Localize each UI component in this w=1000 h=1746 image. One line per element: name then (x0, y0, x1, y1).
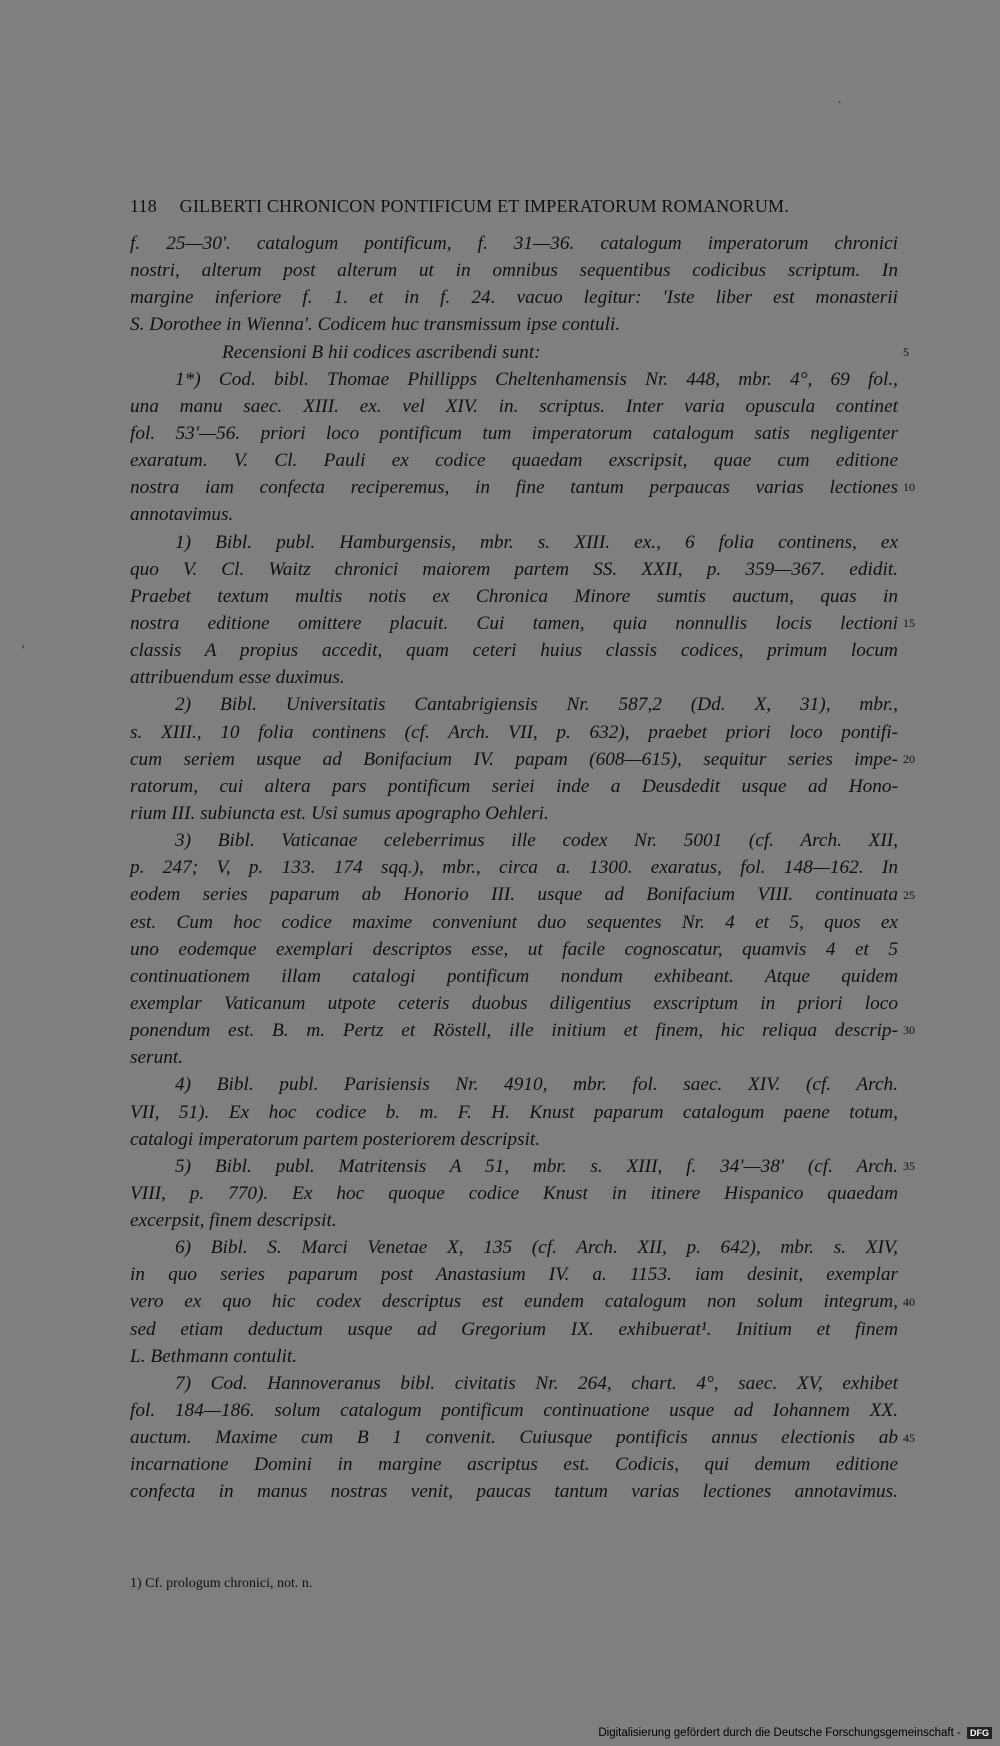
text-line: 1) Bibl. publ. Hamburgensis, mbr. s. XIII. ex., 6 folia continens, ex (175, 531, 898, 553)
line-number: 20 (903, 751, 915, 766)
page-number: 118 (130, 196, 157, 216)
text-line: vero ex quo hic codex descriptus est eundem catalogum non solum integrum, (130, 1291, 898, 1313)
text-line: uno eodemque exemplari descriptos esse, ut facile cognoscatur, quamvis 4 et 5 (130, 938, 898, 960)
line-number: 15 (903, 616, 915, 631)
text-line: est. Cum hoc codice maxime conveniunt duo sequentes Nr. 4 et 5, quos ex (130, 911, 898, 933)
credit-text: Digitalisierung gefördert durch die Deutsche Forschungsgemeinschaft - (598, 1727, 961, 1740)
text-line: excerpsit, finem descripsit. (130, 1210, 337, 1232)
line-number: 30 (903, 1023, 915, 1038)
text-line: 2) Bibl. Universitatis Cantabrigiensis Nr. 587,2 (Dd. X, 31), mbr., (175, 694, 898, 716)
text-line: una manu saec. XIII. ex. vel XIV. in. scriptus. Inter varia opuscula continet (130, 395, 898, 417)
text-line: exaratum. V. Cl. Pauli ex codice quaedam exscripsit, quae cum editione (130, 450, 898, 472)
body-text (130, 230, 898, 1506)
text-line: L. Bethmann contulit. (130, 1345, 298, 1367)
text-line: S. Dorothee in Wienna'. Codicem huc transmissum ipse contuli. (130, 314, 621, 336)
text-line: in quo series paparum post Anastasium IV. a. 1153. iam desinit, exemplar (130, 1264, 898, 1286)
text-line: fol. 184—186. solum catalogum pontificum continuatione usque ad Iohannem XX. (130, 1400, 898, 1422)
text-line: 7) Cod. Hannoveranus bibl. civitatis Nr. 264, chart. 4°, saec. XV, exhibet (175, 1372, 898, 1394)
text-line: nostra iam confecta reciperemus, in fine tantum perpaucas varias lectiones (130, 477, 898, 499)
text-line: p. 247; V, p. 133. 174 sqq.), mbr., circa a. 1300. exaratus, fol. 148—162. In (130, 857, 898, 879)
text-line: f. 25—30'. catalogum pontificum, f. 31—36. catalogum imperatorum chronici (130, 233, 898, 254)
text-line: confecta in manus nostras venit, paucas tantum varias lectiones annotavimus. (130, 1481, 898, 1503)
text-line: nostri, alterum post alterum ut in omnibus sequentibus codicibus scriptum. In (130, 260, 898, 282)
text-line: VII, 51). Ex hoc codice b. m. F. H. Knust paparum catalogum paene totum, (130, 1101, 898, 1123)
line-number: 10 (903, 480, 915, 495)
text-line: Recensioni B hii codices ascribendi sunt: (222, 341, 541, 363)
text-line: incarnatione Domini in margine ascriptus est. Codicis, qui demum editione (130, 1454, 898, 1476)
text-line: classis A propius accedit, quam ceteri huius classis codices, primum locum (130, 640, 898, 662)
line-number: 35 (903, 1159, 915, 1174)
running-header (130, 196, 890, 217)
text-line: VIII, p. 770). Ex hoc quoque codice Knust in itinere Hispanico quaedam (130, 1182, 898, 1204)
text-line: ratorum, cui altera pars pontificum seriei inde a Deusdedit usque ad Hono- (130, 775, 898, 797)
digitization-credit (598, 1727, 992, 1739)
line-number: 45 (903, 1430, 915, 1445)
text-line: quo V. Cl. Waitz chronici maiorem partem SS. XXII, p. 359—367. edidit. (130, 558, 898, 580)
text-line: auctum. Maxime cum B 1 convenit. Cuiusque pontificis annus electionis ab (130, 1427, 898, 1449)
text-line: 3) Bibl. Vaticanae celeberrimus ille codex Nr. 5001 (cf. Arch. XII, (175, 830, 898, 852)
text-line: cum seriem usque ad Bonifacium IV. papam (608—615), sequitur series impe- (130, 748, 898, 770)
running-title: GILBERTI CHRONICON PONTIFICUM ET IMPERATORUM ROMANORUM. (179, 196, 789, 216)
text-line: fol. 53'—56. priori loco pontificum tum imperatorum catalogum satis negligenter (130, 422, 898, 444)
stray-mark: ' (22, 642, 25, 656)
text-line: attribuendum esse duximus. (130, 667, 345, 689)
text-line: annotavimus. (130, 504, 234, 526)
line-number: 5 (903, 344, 909, 359)
text-line: nostra editione omittere placuit. Cui tamen, quia nonnullis locis lectioni (130, 612, 898, 634)
text-line: catalogi imperatorum partem posteriorem descripsit. (130, 1128, 541, 1150)
text-line: rium III. subiuncta est. Usi sumus apographo Oehleri. (130, 802, 549, 824)
line-number: 40 (903, 1294, 915, 1309)
text-line: 5) Bibl. publ. Matritensis A 51, mbr. s. XIII, f. 34'—38' (cf. Arch. (175, 1155, 898, 1177)
text-line: margine inferiore f. 1. et in f. 24. vacuo legitur: 'Iste liber est monasterii (130, 287, 898, 309)
line-number: 25 (903, 887, 915, 902)
text-line: exemplar Vaticanum utpote ceteris duobus diligentius exscriptum in priori loco (130, 992, 898, 1014)
dfg-logo: DFG (967, 1727, 992, 1739)
stray-mark: · (838, 98, 842, 109)
text-line: sed etiam deductum usque ad Gregorium IX. exhibuerat¹. Initium et finem (130, 1318, 898, 1340)
footnote: 1) Cf. prologum chronici, not. n. (130, 1576, 313, 1591)
text-line: serunt. (130, 1047, 184, 1069)
text-line: continuationem illam catalogi pontificum nondum exhibeant. Atque quidem (130, 965, 898, 987)
text-line: ponendum est. B. m. Pertz et Röstell, ille initium et finem, hic reliqua descrip- (130, 1020, 898, 1042)
text-line: s. XIII., 10 folia continens (cf. Arch. VII, p. 632), praebet priori loco pontifi- (130, 721, 898, 743)
text-line: 4) Bibl. publ. Parisiensis Nr. 4910, mbr. fol. saec. XIV. (cf. Arch. (175, 1074, 898, 1096)
text-line: 6) Bibl. S. Marci Venetae X, 135 (cf. Arch. XII, p. 642), mbr. s. XIV, (175, 1237, 898, 1259)
text-line: eodem series paparum ab Honorio III. usque ad Bonifacium VIII. continuata (130, 884, 898, 906)
text-line: Praebet textum multis notis ex Chronica Minore sumtis auctum, quas in (130, 585, 898, 607)
text-line: 1*) Cod. bibl. Thomae Phillipps Cheltenhamensis Nr. 448, mbr. 4°, 69 fol., (175, 368, 898, 390)
